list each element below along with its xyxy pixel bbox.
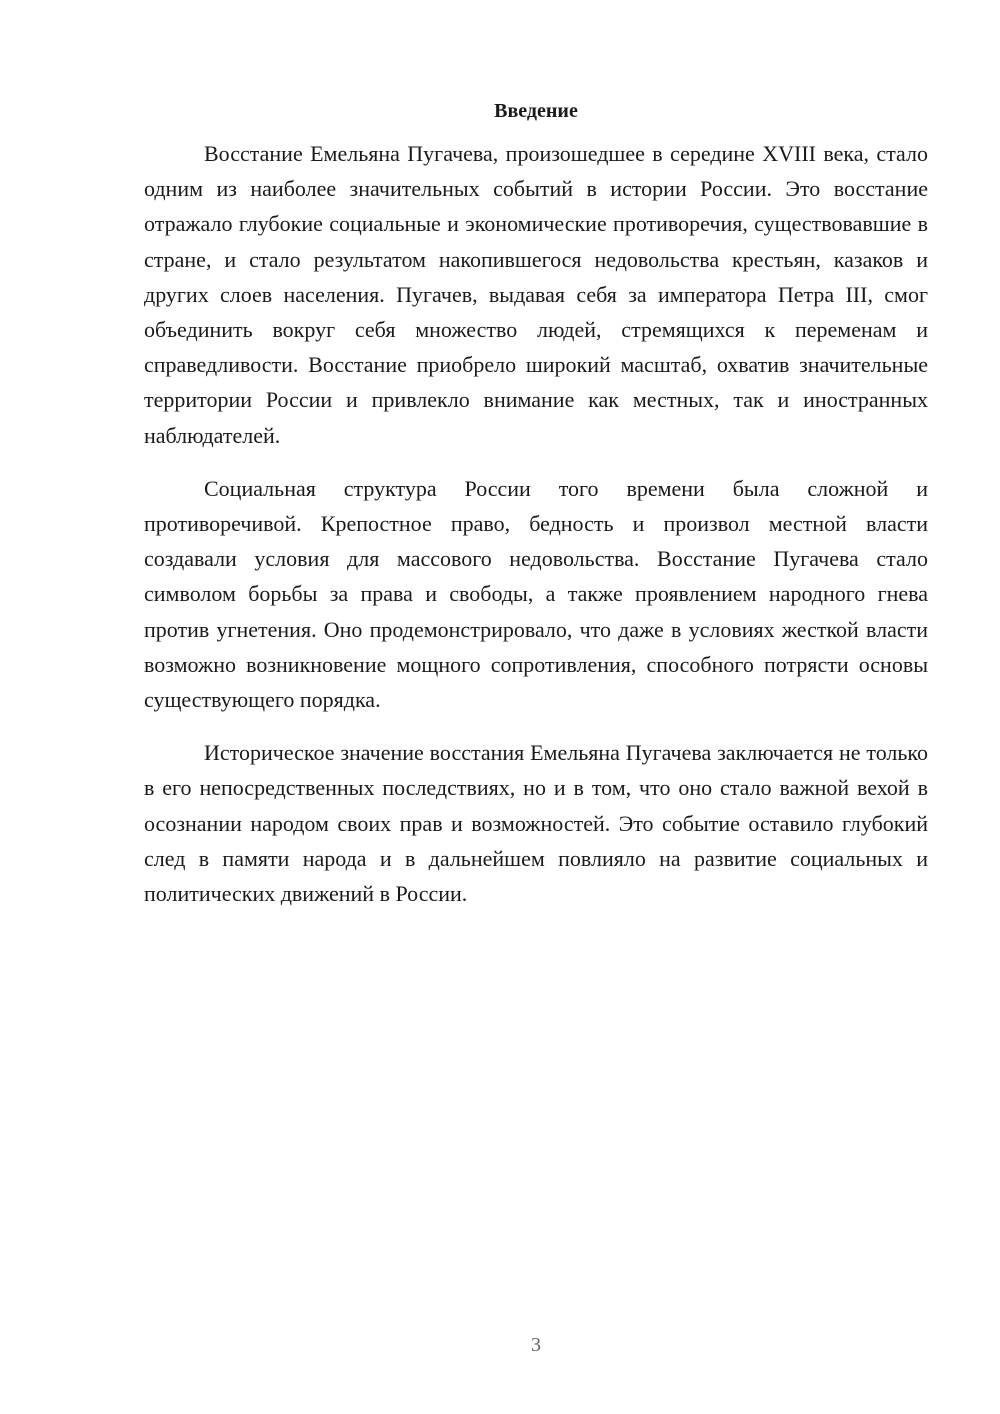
paragraph-2: Социальная структура России того времени была сложной и противоречивой. Крепостное право, бедность и произвол местной власти создавали условия для массового недовольства. Восстание Пугачева стало символом борьбы за права и свободы, а также проявлением народного гнева против угнетения. Оно продемонстрировало, что даже в условиях жесткой власти возможно возникновение мощного сопротивления, способного потрясти основы существующего порядка. — [144, 475, 928, 713]
paragraph-1: Восстание Емельяна Пугачева, произошедшее в середине XVIII века, стало одним из наиболее значительных событий в истории России. Это восстание отражало глубокие социальные и экономические противоречия, существовавшие в стране, и стало результатом накопившегося недовольства крестьян, казаков и других слоев населения. Пугачев, выдавая себя за императора Петра III, смог объединить вокруг себя множество людей, стремящихся к переменам и справедливости. Восстание приобрело широкий масштаб, охватив значительные территории России и привлекло внимание как местных, так и иностранных наблюдателей. — [144, 141, 928, 448]
page-number: 3 — [531, 1334, 541, 1356]
page-content — [144, 96, 928, 929]
paragraph-3: Историческое значение восстания Емельяна Пугачева заключается не только в его непосредственных последствиях, но и в том, что оно стало важной вехой в осознании народом своих прав и возможностей. Это событие оставило глубокий след в памяти народа и в дальнейшем повлияло на развитие социальных и политических движений в России. — [144, 740, 928, 907]
section-title: Введение — [494, 100, 578, 122]
